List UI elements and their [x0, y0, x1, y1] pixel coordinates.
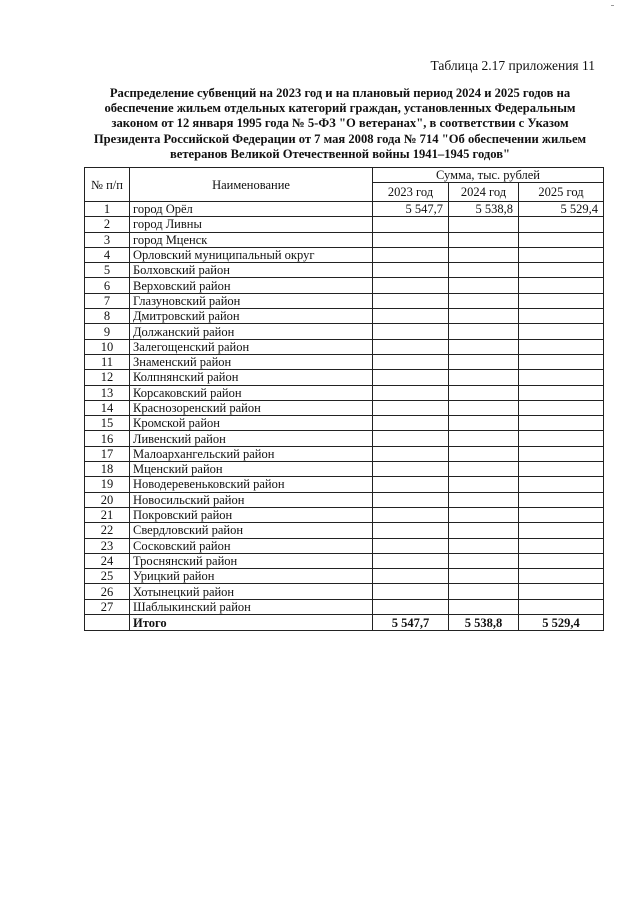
- row-value-2025: [519, 553, 604, 568]
- row-value-2025: [519, 569, 604, 584]
- row-value-2023: 5 547,7: [373, 202, 449, 217]
- row-value-2024: [449, 446, 519, 461]
- row-value-2025: [519, 492, 604, 507]
- row-number: 25: [85, 569, 130, 584]
- row-value-2023: [373, 446, 449, 461]
- row-name: Верховский район: [130, 278, 373, 293]
- row-number: 14: [85, 400, 130, 415]
- row-number: 23: [85, 538, 130, 553]
- row-name: Орловский муниципальный округ: [130, 247, 373, 262]
- table-body: [85, 202, 604, 615]
- table-row: [85, 217, 604, 232]
- title-line: обеспечение жильем отдельных категорий граждан, установленных Федеральным: [104, 101, 576, 116]
- row-value-2023: [373, 416, 449, 431]
- row-value-2024: [449, 492, 519, 507]
- row-name: Залегощенский район: [130, 339, 373, 354]
- row-value-2024: [449, 324, 519, 339]
- row-number: 13: [85, 385, 130, 400]
- row-value-2024: [449, 477, 519, 492]
- header-year-2025: 2025 год: [519, 183, 604, 202]
- row-name: Новодеревеньковский район: [130, 477, 373, 492]
- row-value-2023: [373, 569, 449, 584]
- row-value-2024: 5 538,8: [449, 202, 519, 217]
- row-value-2025: [519, 431, 604, 446]
- row-value-2025: [519, 477, 604, 492]
- row-number: 2: [85, 217, 130, 232]
- row-name: Новосильский район: [130, 492, 373, 507]
- row-value-2024: [449, 431, 519, 446]
- table-row: [85, 354, 604, 369]
- row-name: Кромской район: [130, 416, 373, 431]
- row-value-2024: [449, 278, 519, 293]
- row-name: Мценский район: [130, 462, 373, 477]
- table-row: [85, 324, 604, 339]
- table-row: [85, 523, 604, 538]
- row-value-2024: [449, 217, 519, 232]
- table-row: [85, 339, 604, 354]
- table-row: [85, 309, 604, 324]
- table-row: [85, 492, 604, 507]
- total-2024: 5 538,8: [449, 615, 519, 631]
- row-number: 18: [85, 462, 130, 477]
- row-value-2024: [449, 507, 519, 522]
- row-number: 10: [85, 339, 130, 354]
- row-value-2023: [373, 293, 449, 308]
- row-value-2023: [373, 553, 449, 568]
- table-row: [85, 569, 604, 584]
- row-value-2024: [449, 385, 519, 400]
- row-name: город Ливны: [130, 217, 373, 232]
- row-value-2024: [449, 263, 519, 278]
- row-value-2024: [449, 599, 519, 614]
- subsidy-table: [84, 167, 604, 631]
- row-name: город Мценск: [130, 232, 373, 247]
- row-value-2025: [519, 462, 604, 477]
- row-name: Свердловский район: [130, 523, 373, 538]
- row-value-2025: 5 529,4: [519, 202, 604, 217]
- row-value-2025: [519, 370, 604, 385]
- row-value-2025: [519, 293, 604, 308]
- row-value-2024: [449, 553, 519, 568]
- row-value-2025: [519, 217, 604, 232]
- row-value-2023: [373, 324, 449, 339]
- row-value-2025: [519, 599, 604, 614]
- row-value-2025: [519, 232, 604, 247]
- row-value-2023: [373, 309, 449, 324]
- row-value-2025: [519, 339, 604, 354]
- table-row: [85, 370, 604, 385]
- row-name: Болховский район: [130, 263, 373, 278]
- row-value-2023: [373, 217, 449, 232]
- header-year-2023: 2023 год: [373, 183, 449, 202]
- total-2023: 5 547,7: [373, 615, 449, 631]
- row-value-2024: [449, 400, 519, 415]
- header-year-2024: 2024 год: [449, 183, 519, 202]
- row-value-2025: [519, 309, 604, 324]
- table-row: [85, 278, 604, 293]
- row-value-2025: [519, 416, 604, 431]
- table-row: [85, 446, 604, 461]
- total-label: Итого: [130, 615, 373, 631]
- table-row: [85, 293, 604, 308]
- row-name: Ливенский район: [130, 431, 373, 446]
- table-row: [85, 416, 604, 431]
- row-value-2025: [519, 507, 604, 522]
- row-value-2024: [449, 538, 519, 553]
- header-sum: Сумма, тыс. рублей: [373, 168, 604, 183]
- scan-mark: [611, 5, 614, 6]
- title-line: законом от 12 января 1995 года № 5-ФЗ "О ветеранах", в соответствии с Указом: [111, 116, 569, 131]
- row-number: 12: [85, 370, 130, 385]
- row-name: Хотынецкий район: [130, 584, 373, 599]
- row-number: 4: [85, 247, 130, 262]
- row-value-2023: [373, 370, 449, 385]
- row-value-2023: [373, 278, 449, 293]
- row-number: 19: [85, 477, 130, 492]
- title-line: Распределение субвенций на 2023 год и на плановый период 2024 и 2025 годов на: [109, 86, 571, 100]
- row-value-2025: [519, 400, 604, 415]
- row-value-2023: [373, 492, 449, 507]
- row-name: Колпнянский район: [130, 370, 373, 385]
- row-name: Краснозоренский район: [130, 400, 373, 415]
- table-row: [85, 232, 604, 247]
- row-value-2023: [373, 339, 449, 354]
- row-name: Глазуновский район: [130, 293, 373, 308]
- row-name: Малоархангельский район: [130, 446, 373, 461]
- row-value-2024: [449, 523, 519, 538]
- row-value-2023: [373, 523, 449, 538]
- row-number: 22: [85, 523, 130, 538]
- row-number: 3: [85, 232, 130, 247]
- table-row: [85, 584, 604, 599]
- row-value-2025: [519, 385, 604, 400]
- row-value-2025: [519, 278, 604, 293]
- row-number: 20: [85, 492, 130, 507]
- header-name: Наименование: [130, 168, 373, 202]
- row-number: 1: [85, 202, 130, 217]
- row-number: 5: [85, 263, 130, 278]
- row-value-2025: [519, 324, 604, 339]
- row-number: 24: [85, 553, 130, 568]
- row-value-2024: [449, 370, 519, 385]
- total-row: [85, 615, 604, 631]
- row-value-2025: [519, 446, 604, 461]
- row-name: город Орёл: [130, 202, 373, 217]
- row-value-2025: [519, 523, 604, 538]
- table-row: [85, 247, 604, 262]
- row-value-2024: [449, 416, 519, 431]
- row-value-2024: [449, 354, 519, 369]
- row-name: Покровский район: [130, 507, 373, 522]
- table-row: [85, 431, 604, 446]
- row-number: 17: [85, 446, 130, 461]
- row-value-2023: [373, 507, 449, 522]
- row-value-2024: [449, 462, 519, 477]
- title-line: Президента Российской Федерации от 7 мая 2008 года № 714 "Об обеспечении жильем: [93, 131, 587, 146]
- row-value-2023: [373, 385, 449, 400]
- row-value-2024: [449, 247, 519, 262]
- total-2025: 5 529,4: [519, 615, 604, 631]
- row-number: 15: [85, 416, 130, 431]
- row-value-2023: [373, 462, 449, 477]
- row-name: Шаблыкинский район: [130, 599, 373, 614]
- table-row: [85, 599, 604, 614]
- row-value-2024: [449, 309, 519, 324]
- row-number: 6: [85, 278, 130, 293]
- row-value-2023: [373, 538, 449, 553]
- row-value-2024: [449, 339, 519, 354]
- row-value-2023: [373, 263, 449, 278]
- table-row: [85, 263, 604, 278]
- total-num-cell: [85, 615, 130, 631]
- row-name: Сосковский район: [130, 538, 373, 553]
- row-value-2024: [449, 569, 519, 584]
- row-name: Дмитровский район: [130, 309, 373, 324]
- row-value-2025: [519, 354, 604, 369]
- row-number: 7: [85, 293, 130, 308]
- row-value-2023: [373, 584, 449, 599]
- row-value-2024: [449, 584, 519, 599]
- table-row: [85, 538, 604, 553]
- table-row: [85, 400, 604, 415]
- document-title: [80, 86, 600, 162]
- table-row: [85, 507, 604, 522]
- row-value-2025: [519, 538, 604, 553]
- row-number: 27: [85, 599, 130, 614]
- row-value-2023: [373, 232, 449, 247]
- row-value-2023: [373, 400, 449, 415]
- table-row: [85, 477, 604, 492]
- table-row: [85, 462, 604, 477]
- row-name: Троснянский район: [130, 553, 373, 568]
- row-value-2025: [519, 584, 604, 599]
- row-value-2023: [373, 354, 449, 369]
- row-value-2024: [449, 293, 519, 308]
- row-value-2023: [373, 431, 449, 446]
- row-number: 9: [85, 324, 130, 339]
- row-name: Корсаковский район: [130, 385, 373, 400]
- table-row: [85, 385, 604, 400]
- row-number: 16: [85, 431, 130, 446]
- row-number: 8: [85, 309, 130, 324]
- row-number: 26: [85, 584, 130, 599]
- row-value-2023: [373, 477, 449, 492]
- row-number: 21: [85, 507, 130, 522]
- row-value-2023: [373, 599, 449, 614]
- row-value-2024: [449, 232, 519, 247]
- row-name: Урицкий район: [130, 569, 373, 584]
- row-number: 11: [85, 354, 130, 369]
- title-line: ветеранов Великой Отечественной войны 1941–1945 годов": [169, 146, 511, 161]
- row-value-2025: [519, 247, 604, 262]
- row-value-2023: [373, 247, 449, 262]
- table-caption: Таблица 2.17 приложения 11: [430, 58, 595, 73]
- row-value-2025: [519, 263, 604, 278]
- header-num: № п/п: [85, 168, 130, 202]
- row-name: Должанский район: [130, 324, 373, 339]
- row-name: Знаменский район: [130, 354, 373, 369]
- table-row: [85, 202, 604, 217]
- table-row: [85, 553, 604, 568]
